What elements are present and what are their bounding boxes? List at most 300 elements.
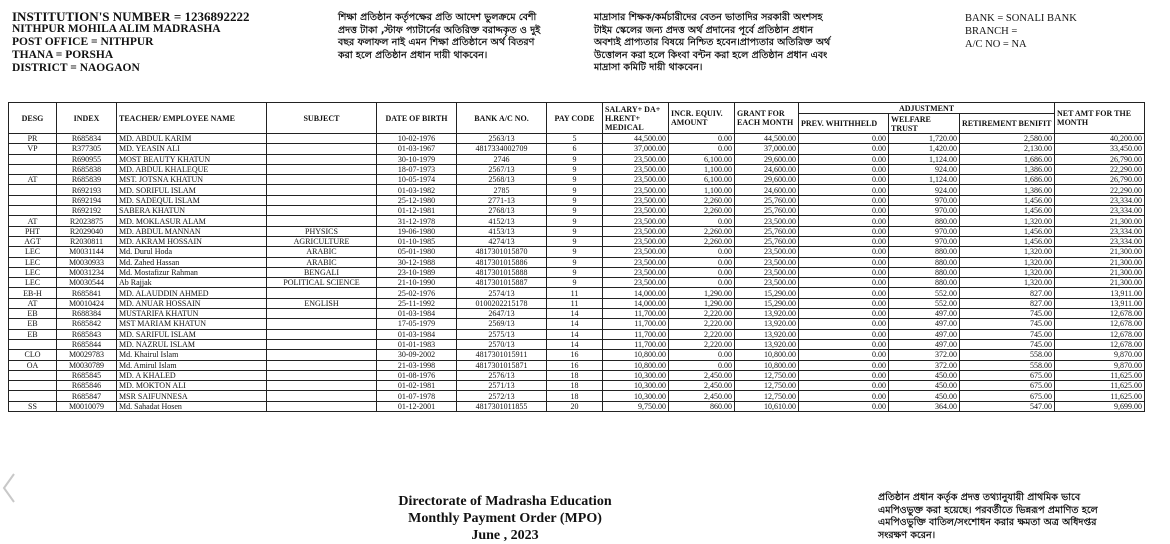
cell-pay-code: 9 xyxy=(547,216,603,226)
cell-salary: 44,500.00 xyxy=(603,134,669,144)
cell-dob: 01-01-1983 xyxy=(377,339,457,349)
cell-name: MD. MOKLASUR ALAM xyxy=(117,216,267,226)
cell-dob: 30-12-1988 xyxy=(377,257,457,267)
mpo-month: June , 2023 xyxy=(471,528,539,543)
cell-prev-withheld: 0.00 xyxy=(799,278,889,288)
cell-salary: 10,800.00 xyxy=(603,360,669,370)
institution-name: NITHPUR MOHILA ALIM MADRASHA xyxy=(12,23,221,35)
cell-incr: 2,220.00 xyxy=(669,329,735,339)
cell-grant: 37,000.00 xyxy=(735,144,799,154)
cell-net-amount: 9,699.00 xyxy=(1055,401,1145,411)
header-net: NET AMT FOR THE MONTH xyxy=(1055,103,1145,134)
cell-bank-ac: 4817301015886 xyxy=(457,257,547,267)
cell-bank-ac: 2569/13 xyxy=(457,319,547,329)
cell-name: SABERA KHATUN xyxy=(117,206,267,216)
cell-incr: 0.00 xyxy=(669,134,735,144)
cell-index: R2030811 xyxy=(57,236,117,246)
cell-salary: 23,500.00 xyxy=(603,175,669,185)
cell-welfare-trust: 372.00 xyxy=(889,360,960,370)
cell-prev-withheld: 0.00 xyxy=(799,329,889,339)
cell-prev-withheld: 0.00 xyxy=(799,360,889,370)
cell-grant: 10,800.00 xyxy=(735,350,799,360)
cell-salary: 23,500.00 xyxy=(603,247,669,257)
cell-desg: VP xyxy=(9,144,57,154)
cell-grant: 44,500.00 xyxy=(735,134,799,144)
cell-dob: 23-10-1989 xyxy=(377,267,457,277)
cell-welfare-trust: 970.00 xyxy=(889,236,960,246)
cell-subject: POLITICAL SCIENCE xyxy=(267,278,377,288)
cell-retirement: 547.00 xyxy=(960,401,1055,411)
cell-bank-ac: 2746 xyxy=(457,154,547,164)
cell-name: MD. ALAUDDIN AHMED xyxy=(117,288,267,298)
cell-welfare-trust: 880.00 xyxy=(889,257,960,267)
table-row xyxy=(9,134,1145,144)
cell-net-amount: 12,678.00 xyxy=(1055,329,1145,339)
cell-retirement: 675.00 xyxy=(960,370,1055,380)
cell-name: MD. SADEQUL ISLAM xyxy=(117,195,267,205)
table-row xyxy=(9,236,1145,246)
cell-index: M0031234 xyxy=(57,267,117,277)
mpo-title: Monthly Payment Order (MPO) xyxy=(408,511,602,526)
cell-grant: 25,760.00 xyxy=(735,195,799,205)
cell-dob: 18-07-1973 xyxy=(377,164,457,174)
district: DISTRICT = NAOGAON xyxy=(12,62,140,74)
cell-pay-code: 9 xyxy=(547,278,603,288)
cell-desg: AGT xyxy=(9,236,57,246)
cell-index: R692192 xyxy=(57,206,117,216)
cell-incr: 2,450.00 xyxy=(669,391,735,401)
cell-net-amount: 21,300.00 xyxy=(1055,267,1145,277)
cell-incr: 0.00 xyxy=(669,360,735,370)
cell-index: M0030789 xyxy=(57,360,117,370)
cell-dob: 10-02-1976 xyxy=(377,134,457,144)
cell-incr: 2,450.00 xyxy=(669,370,735,380)
cell-welfare-trust: 970.00 xyxy=(889,226,960,236)
cell-dob: 21-10-1990 xyxy=(377,278,457,288)
cell-index: R692193 xyxy=(57,185,117,195)
cell-incr: 0.00 xyxy=(669,247,735,257)
cell-prev-withheld: 0.00 xyxy=(799,195,889,205)
cell-pay-code: 18 xyxy=(547,381,603,391)
cell-prev-withheld: 0.00 xyxy=(799,391,889,401)
cell-pay-code: 11 xyxy=(547,288,603,298)
table-row xyxy=(9,206,1145,216)
cell-salary: 14,000.00 xyxy=(603,288,669,298)
cell-subject: ENGLISH xyxy=(267,298,377,308)
cell-desg xyxy=(9,391,57,401)
cell-pay-code: 14 xyxy=(547,329,603,339)
cell-prev-withheld: 0.00 xyxy=(799,154,889,164)
cell-dob: 10-05-1974 xyxy=(377,175,457,185)
cell-salary: 10,300.00 xyxy=(603,381,669,391)
directorate-footer xyxy=(360,493,650,544)
cell-retirement: 2,580.00 xyxy=(960,134,1055,144)
header-index: INDEX xyxy=(57,103,117,134)
cell-net-amount: 13,911.00 xyxy=(1055,298,1145,308)
cell-net-amount: 23,334.00 xyxy=(1055,226,1145,236)
cell-index: M0031144 xyxy=(57,247,117,257)
cell-grant: 25,760.00 xyxy=(735,226,799,236)
cell-prev-withheld: 0.00 xyxy=(799,134,889,144)
cell-dob: 25-02-1976 xyxy=(377,288,457,298)
cell-welfare-trust: 970.00 xyxy=(889,195,960,205)
header-grant: GRANT FOR EACH MONTH xyxy=(735,103,799,134)
cell-dob: 19-06-1980 xyxy=(377,226,457,236)
cell-grant: 12,750.00 xyxy=(735,391,799,401)
cell-grant: 25,760.00 xyxy=(735,206,799,216)
cell-desg xyxy=(9,206,57,216)
cell-pay-code: 5 xyxy=(547,134,603,144)
cell-desg: AT xyxy=(9,216,57,226)
cell-retirement: 745.00 xyxy=(960,339,1055,349)
header-retirement: RETIREMENT BENIFIT xyxy=(960,114,1055,134)
cell-pay-code: 9 xyxy=(547,206,603,216)
cell-incr: 2,220.00 xyxy=(669,319,735,329)
cell-incr: 0.00 xyxy=(669,216,735,226)
cell-welfare-trust: 497.00 xyxy=(889,329,960,339)
cell-subject xyxy=(267,134,377,144)
cell-dob: 01-07-1978 xyxy=(377,391,457,401)
cell-salary: 11,700.00 xyxy=(603,329,669,339)
cell-salary: 23,500.00 xyxy=(603,164,669,174)
cell-retirement: 675.00 xyxy=(960,381,1055,391)
cell-subject xyxy=(267,319,377,329)
table-row xyxy=(9,360,1145,370)
cell-welfare-trust: 880.00 xyxy=(889,216,960,226)
cell-retirement: 558.00 xyxy=(960,350,1055,360)
cell-incr: 2,260.00 xyxy=(669,206,735,216)
cell-salary: 23,500.00 xyxy=(603,278,669,288)
header-adjustment: ADJUSTMENT xyxy=(799,103,1055,114)
cell-index: R685846 xyxy=(57,381,117,391)
cell-bank-ac: 2563/13 xyxy=(457,134,547,144)
table-row xyxy=(9,226,1145,236)
cell-salary: 14,000.00 xyxy=(603,298,669,308)
cell-net-amount: 23,334.00 xyxy=(1055,195,1145,205)
cell-net-amount: 21,300.00 xyxy=(1055,278,1145,288)
bangla-notice-salary: মাদ্রাসার শিক্ষক/কর্মচারীদের বেতন ভাতাদির সরকারী অংশসহ টাইম স্কেলের জন্য প্রদত্ত অর্থ প্রদানের পূর্বে প্রতিষ্ঠান প্রধান অবশ্যই প্রাপ্যতার বিষয়ে নিশ্চিত হবেন।প্রাপ্যতার অতিরিক্ত অর্থ উত্তোলন করা হলে কিংবা বন্টন করা হলে প্রতিষ্ঠান প্রধান এবং মাদ্রাসা কমিটি দায়ী থাকবেন। xyxy=(594,12,831,73)
bank-branch: BRANCH = xyxy=(965,26,1018,37)
cell-grant: 13,920.00 xyxy=(735,339,799,349)
cell-name: MD. A KHALED xyxy=(117,370,267,380)
cell-prev-withheld: 0.00 xyxy=(799,339,889,349)
cell-welfare-trust: 364.00 xyxy=(889,401,960,411)
cell-desg: PR xyxy=(9,134,57,144)
cell-grant: 13,920.00 xyxy=(735,329,799,339)
cell-prev-withheld: 0.00 xyxy=(799,319,889,329)
cell-retirement: 1,456.00 xyxy=(960,226,1055,236)
cell-name: MSR SAIFUNNESA xyxy=(117,391,267,401)
cell-name: MD. ANUAR HOSSAIN xyxy=(117,298,267,308)
cell-prev-withheld: 0.00 xyxy=(799,175,889,185)
table-row xyxy=(9,319,1145,329)
cell-bank-ac: 2771-13 xyxy=(457,195,547,205)
cell-salary: 11,700.00 xyxy=(603,309,669,319)
cell-index: R688384 xyxy=(57,309,117,319)
cell-dob: 01-10-1985 xyxy=(377,236,457,246)
cell-net-amount: 40,200.00 xyxy=(1055,134,1145,144)
cell-subject xyxy=(267,185,377,195)
cell-retirement: 1,320.00 xyxy=(960,247,1055,257)
cell-retirement: 745.00 xyxy=(960,309,1055,319)
cell-subject xyxy=(267,329,377,339)
cell-retirement: 1,686.00 xyxy=(960,154,1055,164)
cell-pay-code: 9 xyxy=(547,247,603,257)
cell-subject xyxy=(267,391,377,401)
cell-salary: 23,500.00 xyxy=(603,195,669,205)
cell-salary: 10,800.00 xyxy=(603,350,669,360)
cell-desg: LEC xyxy=(9,267,57,277)
cell-grant: 24,600.00 xyxy=(735,164,799,174)
cell-bank-ac: 4817301015888 xyxy=(457,267,547,277)
cell-index: R685845 xyxy=(57,370,117,380)
table-row xyxy=(9,257,1145,267)
cell-dob: 05-01-1980 xyxy=(377,247,457,257)
directorate-title: Directorate of Madrasha Education xyxy=(398,494,612,509)
cell-bank-ac: 2571/13 xyxy=(457,381,547,391)
cell-net-amount: 11,625.00 xyxy=(1055,381,1145,391)
cell-net-amount: 22,290.00 xyxy=(1055,164,1145,174)
header-subject: SUBJECT xyxy=(267,103,377,134)
table-row xyxy=(9,144,1145,154)
cell-index: M0010424 xyxy=(57,298,117,308)
header-prev-withheld: PREV. WHITHHELD xyxy=(799,114,889,134)
cell-dob: 01-03-1967 xyxy=(377,144,457,154)
cell-net-amount: 21,300.00 xyxy=(1055,216,1145,226)
header-name: TEACHER/ EMPLOYEE NAME xyxy=(117,103,267,134)
cell-name: MD. ABDUL KARIM xyxy=(117,134,267,144)
cell-pay-code: 9 xyxy=(547,154,603,164)
cell-retirement: 1,320.00 xyxy=(960,267,1055,277)
cell-prev-withheld: 0.00 xyxy=(799,257,889,267)
cell-desg: OA xyxy=(9,360,57,370)
institution-header xyxy=(12,10,249,75)
table-row xyxy=(9,381,1145,391)
cell-retirement: 1,386.00 xyxy=(960,164,1055,174)
cell-bank-ac: 4817301015911 xyxy=(457,350,547,360)
cell-grant: 24,600.00 xyxy=(735,185,799,195)
cell-name: MD. ABDUL KHALEQUE xyxy=(117,164,267,174)
cell-desg: EB xyxy=(9,319,57,329)
table-row xyxy=(9,195,1145,205)
cell-retirement: 1,456.00 xyxy=(960,195,1055,205)
cell-salary: 10,300.00 xyxy=(603,391,669,401)
cell-index: M0010079 xyxy=(57,401,117,411)
cell-bank-ac: 2572/13 xyxy=(457,391,547,401)
cell-desg xyxy=(9,154,57,164)
cell-retirement: 2,130.00 xyxy=(960,144,1055,154)
bank-account: A/C NO = NA xyxy=(965,39,1027,50)
cell-prev-withheld: 0.00 xyxy=(799,164,889,174)
cell-welfare-trust: 450.00 xyxy=(889,370,960,380)
cell-net-amount: 21,300.00 xyxy=(1055,247,1145,257)
cell-pay-code: 9 xyxy=(547,195,603,205)
cell-subject xyxy=(267,216,377,226)
cell-prev-withheld: 0.00 xyxy=(799,401,889,411)
cell-index: R690955 xyxy=(57,154,117,164)
cell-prev-withheld: 0.00 xyxy=(799,370,889,380)
cell-net-amount: 11,625.00 xyxy=(1055,370,1145,380)
header-incr: INCR. EQUIV. AMOUNT xyxy=(669,103,735,134)
cell-incr: 0.00 xyxy=(669,278,735,288)
cell-net-amount: 11,625.00 xyxy=(1055,391,1145,401)
cell-grant: 12,750.00 xyxy=(735,381,799,391)
cell-subject xyxy=(267,195,377,205)
cell-subject: BENGALI xyxy=(267,267,377,277)
cell-salary: 23,500.00 xyxy=(603,206,669,216)
cell-index: R685843 xyxy=(57,329,117,339)
cell-desg: EB xyxy=(9,329,57,339)
cell-index: R685841 xyxy=(57,288,117,298)
cell-prev-withheld: 0.00 xyxy=(799,267,889,277)
cell-prev-withheld: 0.00 xyxy=(799,247,889,257)
cell-subject xyxy=(267,339,377,349)
cell-bank-ac: 0100202215178 xyxy=(457,298,547,308)
cell-bank-ac: 4817301015870 xyxy=(457,247,547,257)
cell-dob: 01-02-1981 xyxy=(377,381,457,391)
cell-dob: 25-11-1992 xyxy=(377,298,457,308)
cell-desg: EB xyxy=(9,309,57,319)
cell-index: R685847 xyxy=(57,391,117,401)
cell-retirement: 1,386.00 xyxy=(960,185,1055,195)
cell-prev-withheld: 0.00 xyxy=(799,350,889,360)
cell-grant: 23,500.00 xyxy=(735,247,799,257)
cell-salary: 11,700.00 xyxy=(603,339,669,349)
cell-name: Md. Mostafizur Rahman xyxy=(117,267,267,277)
cell-bank-ac: 4817301015871 xyxy=(457,360,547,370)
cell-name: MD. SORIFUL ISLAM xyxy=(117,185,267,195)
cell-salary: 11,700.00 xyxy=(603,319,669,329)
cell-name: Ab Rajjak xyxy=(117,278,267,288)
cell-desg xyxy=(9,370,57,380)
cell-name: MST. JOTSNA KHATUN xyxy=(117,175,267,185)
cell-name: MD. SARIFUL ISLAM xyxy=(117,329,267,339)
cell-subject: ARABIC xyxy=(267,247,377,257)
cell-incr: 2,450.00 xyxy=(669,381,735,391)
cell-retirement: 1,456.00 xyxy=(960,236,1055,246)
cell-pay-code: 9 xyxy=(547,226,603,236)
cell-pay-code: 14 xyxy=(547,339,603,349)
cell-desg xyxy=(9,185,57,195)
cell-grant: 25,760.00 xyxy=(735,236,799,246)
cell-incr: 0.00 xyxy=(669,257,735,267)
cell-incr: 6,100.00 xyxy=(669,175,735,185)
cell-index: R685838 xyxy=(57,164,117,174)
cell-net-amount: 21,300.00 xyxy=(1055,257,1145,267)
cell-retirement: 745.00 xyxy=(960,329,1055,339)
cell-subject xyxy=(267,175,377,185)
cell-name: Md. Sahadat Hosen xyxy=(117,401,267,411)
cell-dob: 30-09-2002 xyxy=(377,350,457,360)
cell-dob: 01-08-1976 xyxy=(377,370,457,380)
cell-prev-withheld: 0.00 xyxy=(799,288,889,298)
cell-index: R685842 xyxy=(57,319,117,329)
cell-welfare-trust: 497.00 xyxy=(889,319,960,329)
cell-prev-withheld: 0.00 xyxy=(799,236,889,246)
cell-welfare-trust: 497.00 xyxy=(889,309,960,319)
cell-grant: 29,600.00 xyxy=(735,175,799,185)
cell-pay-code: 16 xyxy=(547,350,603,360)
cell-net-amount: 12,678.00 xyxy=(1055,309,1145,319)
cell-salary: 23,500.00 xyxy=(603,257,669,267)
cell-incr: 1,100.00 xyxy=(669,164,735,174)
cell-prev-withheld: 0.00 xyxy=(799,185,889,195)
table-row xyxy=(9,185,1145,195)
cell-prev-withheld: 0.00 xyxy=(799,309,889,319)
cell-welfare-trust: 552.00 xyxy=(889,288,960,298)
cell-desg: EB-H xyxy=(9,288,57,298)
cell-desg: AT xyxy=(9,298,57,308)
cell-name: MD. ABDUL MANNAN xyxy=(117,226,267,236)
header-pay-code: PAY CODE xyxy=(547,103,603,134)
cell-pay-code: 14 xyxy=(547,319,603,329)
cell-index: R377305 xyxy=(57,144,117,154)
header-bank-ac: BANK A/C NO. xyxy=(457,103,547,134)
table-row xyxy=(9,267,1145,277)
bank-name: BANK = SONALI BANK xyxy=(965,13,1077,24)
cell-incr: 2,260.00 xyxy=(669,226,735,236)
cell-incr: 2,220.00 xyxy=(669,339,735,349)
cell-subject xyxy=(267,360,377,370)
cell-bank-ac: 2575/13 xyxy=(457,329,547,339)
cell-net-amount: 22,290.00 xyxy=(1055,185,1145,195)
cell-dob: 17-05-1979 xyxy=(377,319,457,329)
cell-grant: 23,500.00 xyxy=(735,216,799,226)
cell-pay-code: 14 xyxy=(547,309,603,319)
cell-welfare-trust: 1,124.00 xyxy=(889,175,960,185)
bangla-footer-notice: প্রতিষ্ঠান প্রধান কর্তৃক প্রদত্ত তথ্যানুযায়ী প্রাথমিক ভাবে এমপিওভুক্ত করা হয়েছে। পরবর্তীতে ভিন্নরূপ প্রমাণিত হলে এমপিওভুক্তি বাতিল/সংশোধন করার ক্ষমতা অত্র অধিদপ্তর সংরক্ষণ করেন। xyxy=(878,492,1098,541)
table-row xyxy=(9,164,1145,174)
cell-index: R685844 xyxy=(57,339,117,349)
cell-name: MD. MOKTON ALI xyxy=(117,381,267,391)
cell-name: MST MARIAM KHATUN xyxy=(117,319,267,329)
cell-pay-code: 18 xyxy=(547,391,603,401)
cell-subject xyxy=(267,206,377,216)
cell-dob: 31-12-1978 xyxy=(377,216,457,226)
cell-grant: 13,920.00 xyxy=(735,309,799,319)
cell-net-amount: 12,678.00 xyxy=(1055,319,1145,329)
cell-bank-ac: 4817301011855 xyxy=(457,401,547,411)
cell-salary: 23,500.00 xyxy=(603,236,669,246)
cell-dob: 01-03-1984 xyxy=(377,329,457,339)
cell-salary: 9,750.00 xyxy=(603,401,669,411)
cell-welfare-trust: 1,420.00 xyxy=(889,144,960,154)
cell-name: Md. Durul Hoda xyxy=(117,247,267,257)
cell-prev-withheld: 0.00 xyxy=(799,381,889,391)
cell-incr: 2,220.00 xyxy=(669,309,735,319)
header-welfare-trust: WELFARE TRUST xyxy=(889,114,960,134)
previous-page-arrow-icon[interactable] xyxy=(0,468,18,508)
cell-bank-ac: 2568/13 xyxy=(457,175,547,185)
cell-net-amount: 26,790.00 xyxy=(1055,154,1145,164)
cell-desg: PHT xyxy=(9,226,57,236)
table-row xyxy=(9,175,1145,185)
cell-pay-code: 18 xyxy=(547,370,603,380)
cell-subject: AGRICULTURE xyxy=(267,236,377,246)
cell-salary: 37,000.00 xyxy=(603,144,669,154)
table-row xyxy=(9,370,1145,380)
cell-desg: LEC xyxy=(9,278,57,288)
cell-pay-code: 9 xyxy=(547,257,603,267)
cell-name: MD. YEASIN ALI xyxy=(117,144,267,154)
cell-grant: 23,500.00 xyxy=(735,267,799,277)
cell-pay-code: 20 xyxy=(547,401,603,411)
cell-index: M0029783 xyxy=(57,350,117,360)
institution-number: INSTITUTION'S NUMBER = 1236892222 xyxy=(12,9,250,24)
cell-retirement: 1,320.00 xyxy=(960,278,1055,288)
cell-net-amount: 12,678.00 xyxy=(1055,339,1145,349)
cell-index: R685834 xyxy=(57,134,117,144)
